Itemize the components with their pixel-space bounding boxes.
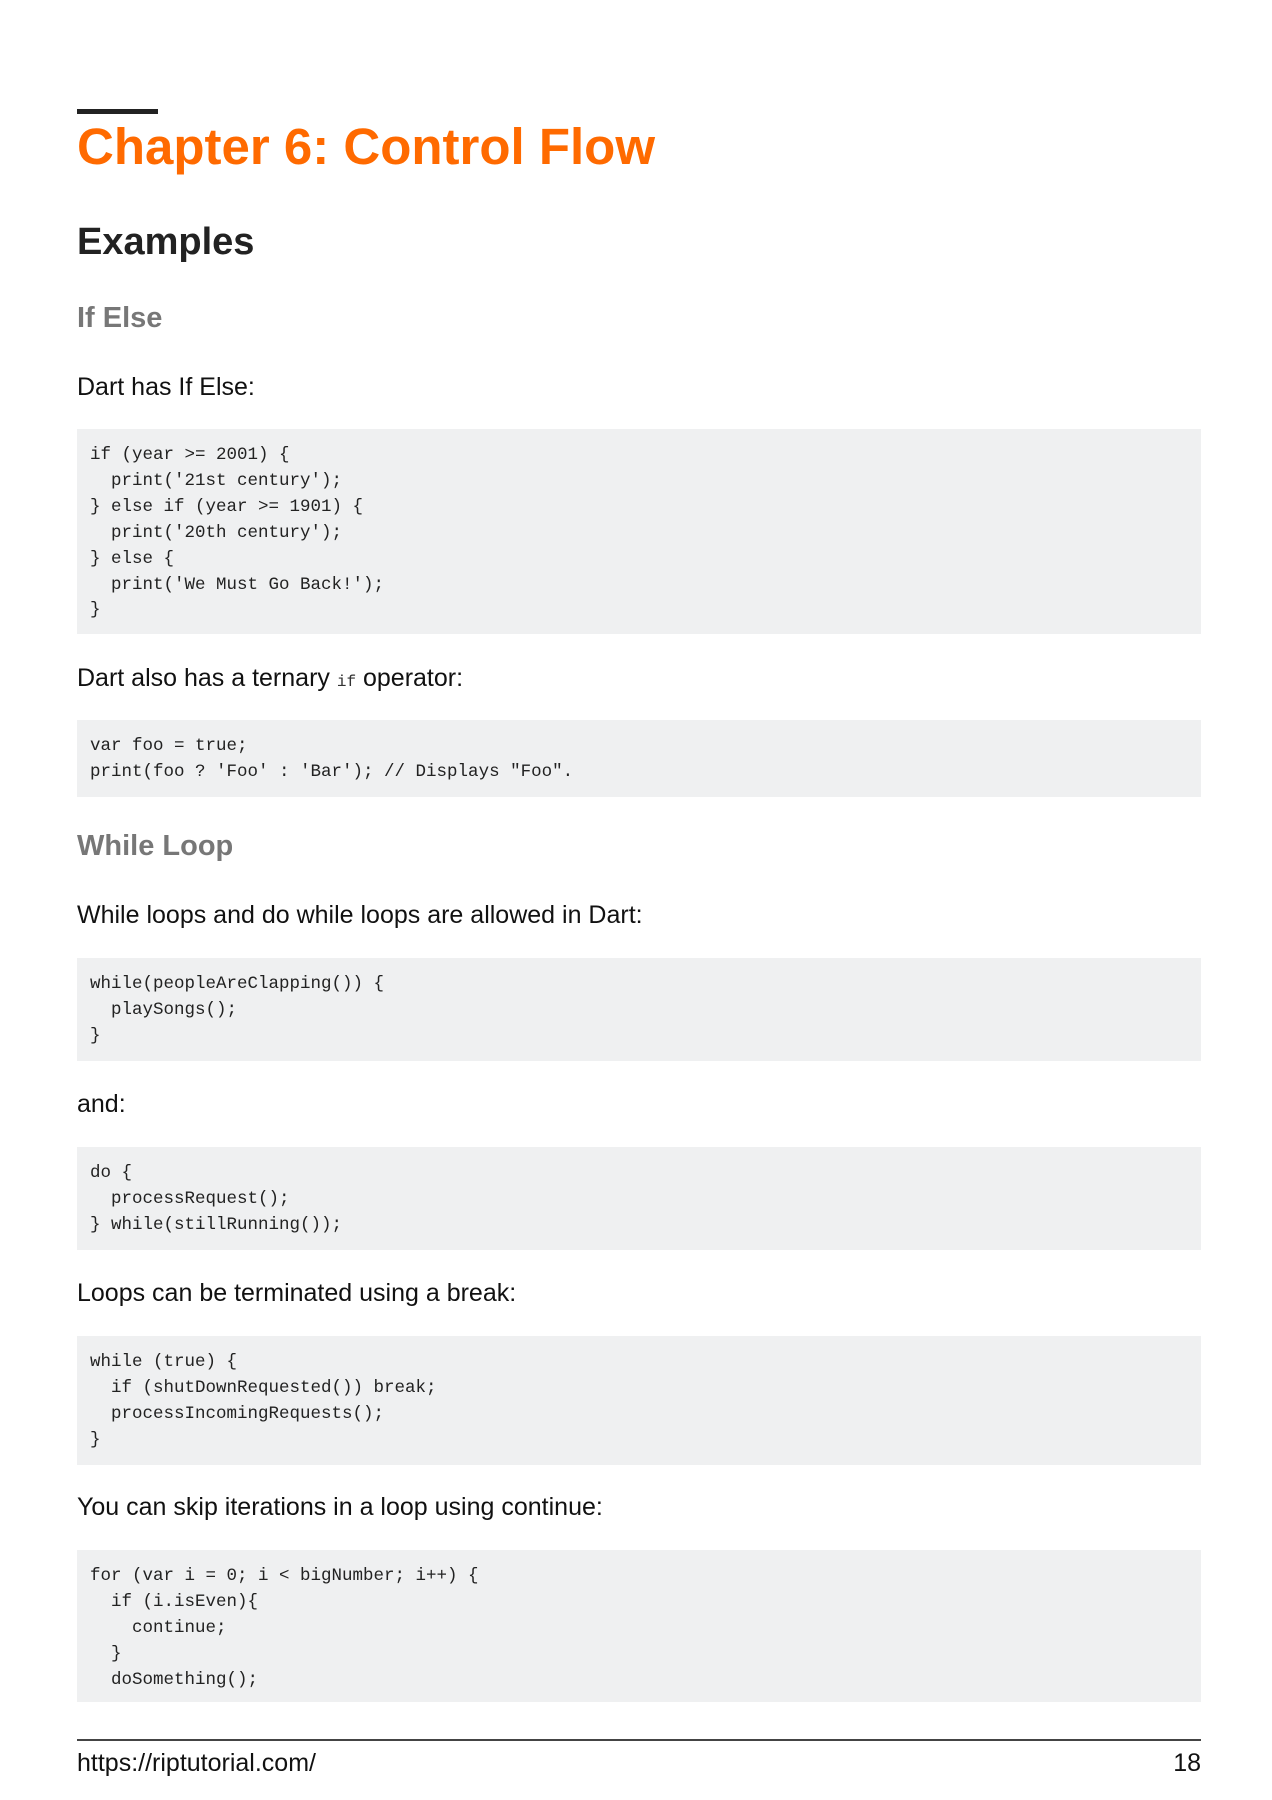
- code-block-continue: for (var i = 0; i < bigNumber; i++) { if (i.isEven){ continue; } doSomething();: [77, 1550, 1201, 1702]
- code-block-ternary: var foo = true; print(foo ? 'Foo' : 'Bar'); // Displays "Foo".: [77, 720, 1201, 797]
- footer-url-link[interactable]: https://riptutorial.com/: [77, 1749, 316, 1777]
- while-loop-intro: While loops and do while loops are allowed in Dart:: [77, 901, 643, 929]
- if-else-intro: Dart has If Else:: [77, 373, 255, 401]
- ternary-intro: [77, 661, 463, 699]
- subheading-if-else: If Else: [77, 302, 163, 334]
- code-block-while: while(peopleAreClapping()) { playSongs(); }: [77, 958, 1201, 1061]
- inline-code-if: if: [336, 673, 357, 691]
- continue-text: You can skip iterations in a loop using continue:: [77, 1493, 603, 1521]
- page-number: 18: [1173, 1749, 1201, 1777]
- section-title: Examples: [77, 221, 255, 263]
- subheading-while-loop: While Loop: [77, 830, 234, 862]
- code-block-do-while: do { processRequest(); } while(stillRunning());: [77, 1147, 1201, 1250]
- chapter-title: Chapter 6: Control Flow: [77, 118, 655, 175]
- break-text: Loops can be terminated using a break:: [77, 1279, 517, 1307]
- ternary-text-after: operator:: [356, 664, 464, 692]
- code-block-if-else: if (year >= 2001) { print('21st century'); } else if (year >= 1901) { print('20th century'); } else { print('We Must Go Back!'); }: [77, 429, 1201, 634]
- and-text: and:: [77, 1090, 126, 1118]
- footer-rule: [77, 1739, 1201, 1741]
- code-block-break: while (true) { if (shutDownRequested()) break; processIncomingRequests(); }: [77, 1336, 1201, 1465]
- ternary-text-before: Dart also has a ternary: [77, 664, 337, 692]
